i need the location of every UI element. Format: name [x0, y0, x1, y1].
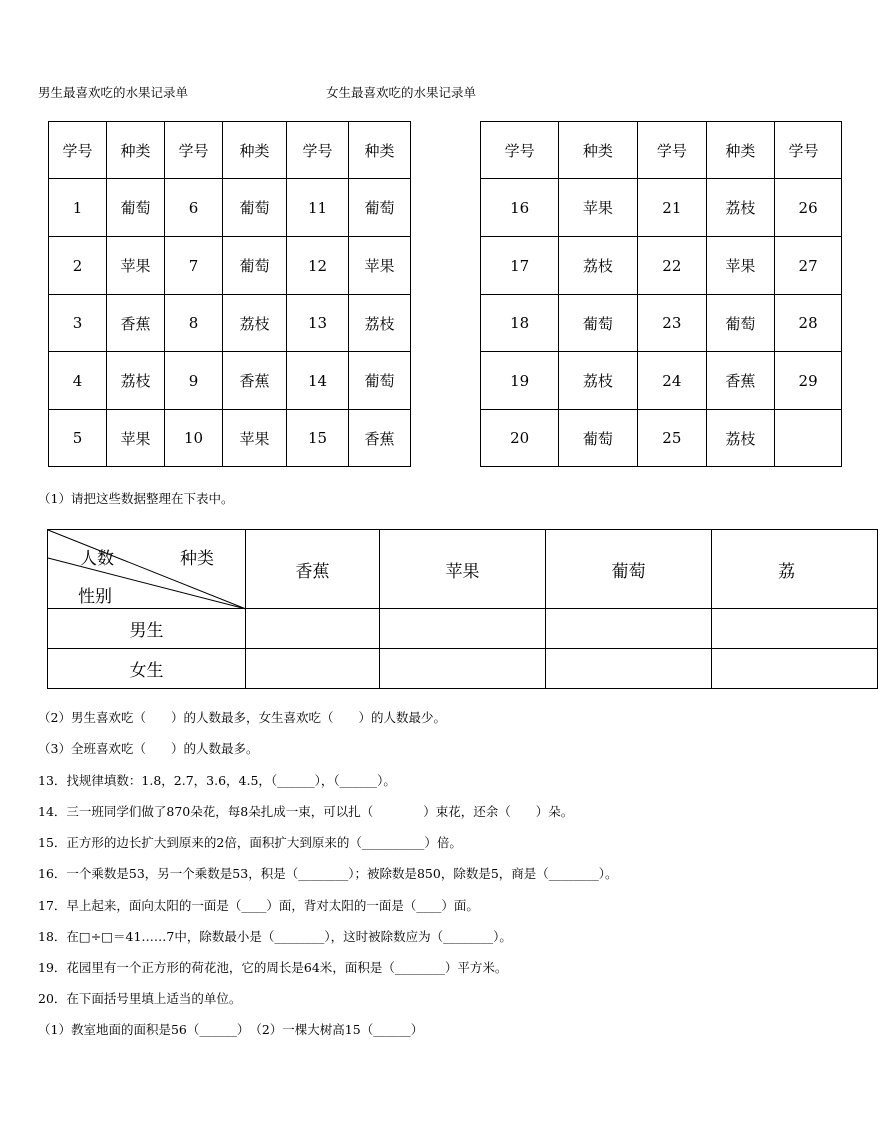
table-cell: [774, 410, 841, 467]
boys-table-caption: 男生最喜欢吃的水果记录单: [38, 85, 189, 100]
table-cell: 22: [637, 237, 707, 295]
question-3: （3）全班喜欢吃（ ）的人数最多。: [38, 741, 259, 756]
question-2: （2）男生喜欢吃（ ）的人数最多，女生喜欢吃（ ）的人数最少。: [38, 710, 446, 725]
table-cell: 10: [165, 410, 223, 467]
table-row: [49, 179, 411, 237]
table-cell: 苹果: [223, 410, 287, 467]
table-row: [481, 352, 842, 410]
row-header-boys: 男生: [48, 609, 246, 649]
table-cell: 香蕉: [107, 295, 165, 352]
table-cell: 4: [49, 352, 107, 410]
header-cell: 学号: [481, 122, 559, 179]
column-header-apple: 苹果: [380, 530, 546, 609]
question-13: 13．找规律填数：1.8，2.7，3.6，4.5，（______），（______）。: [38, 773, 396, 788]
table-cell: 24: [637, 352, 707, 410]
table-cell: 葡萄: [707, 295, 774, 352]
header-cell: 种类: [107, 122, 165, 179]
table-cell: 2: [49, 237, 107, 295]
corner-label-kind: 种类: [180, 549, 214, 569]
table-row: [49, 237, 411, 295]
header-cell: 种类: [223, 122, 287, 179]
question-18: 18．在□÷□＝41……7中，除数最小是（________），这时被除数应为（________）。: [38, 929, 512, 944]
table-cell: 7: [165, 237, 223, 295]
table-cell: 苹果: [107, 410, 165, 467]
header-cell: 学号: [49, 122, 107, 179]
table-cell: 16: [481, 179, 559, 237]
answer-cell[interactable]: [380, 649, 546, 689]
summary-table-viewport: [47, 529, 794, 690]
table-cell: 9: [165, 352, 223, 410]
table-cell: 荔枝: [707, 410, 774, 467]
question-19: 19．花园里有一个正方形的荷花池，它的周长是64米，面积是（________）平方米。: [38, 960, 508, 975]
table-cell: 23: [637, 295, 707, 352]
table-cell: 苹果: [349, 237, 411, 295]
table-cell: 荔枝: [349, 295, 411, 352]
table-cell: 葡萄: [349, 352, 411, 410]
table-cell: 15: [287, 410, 349, 467]
table-cell: 苹果: [559, 179, 637, 237]
table-row: [49, 352, 411, 410]
table-cell: 26: [774, 179, 841, 237]
header-cell: 学号: [637, 122, 707, 179]
table-cell: 葡萄: [349, 179, 411, 237]
question-15: 15．正方形的边长扩大到原来的2倍，面积扩大到原来的（__________）倍。: [38, 835, 462, 850]
question-17: 17．早上起来，面向太阳的一面是（____）面，背对太阳的一面是（____）面。: [38, 898, 479, 913]
table-cell: 13: [287, 295, 349, 352]
girls-table-header-row: [481, 122, 842, 179]
table-cell: 荔枝: [707, 179, 774, 237]
table-cell: 17: [481, 237, 559, 295]
table-cell: 1: [49, 179, 107, 237]
column-header-lychee: 荔: [712, 530, 878, 609]
table-row: [481, 410, 842, 467]
table-cell: 香蕉: [223, 352, 287, 410]
table-row: [481, 295, 842, 352]
corner-label-count: 人数: [80, 549, 114, 569]
table-cell: 12: [287, 237, 349, 295]
question-20: 20．在下面括号里填上适当的单位。: [38, 991, 242, 1006]
header-cell: 学号: [165, 122, 223, 179]
answer-cell[interactable]: [712, 649, 878, 689]
table-cell: 荔枝: [559, 352, 637, 410]
table-row: [481, 179, 842, 237]
column-header-grape: 葡萄: [546, 530, 712, 609]
table-cell: 苹果: [107, 237, 165, 295]
table-cell: 8: [165, 295, 223, 352]
table-cell: 21: [637, 179, 707, 237]
corner-label-gender: 性别: [78, 587, 112, 607]
answer-cell[interactable]: [246, 609, 380, 649]
table-cell: 葡萄: [107, 179, 165, 237]
table-cell: 5: [49, 410, 107, 467]
header-cell: 学号: [774, 122, 841, 179]
header-cell: 种类: [349, 122, 411, 179]
diagonal-header-cell: [48, 530, 246, 609]
header-cell: 学号: [287, 122, 349, 179]
table-cell: 27: [774, 237, 841, 295]
table-cell: 荔枝: [107, 352, 165, 410]
table-cell: 葡萄: [223, 237, 287, 295]
table-cell: 葡萄: [223, 179, 287, 237]
table-cell: 19: [481, 352, 559, 410]
girls-table-viewport: [480, 121, 819, 471]
summary-row-girls: [48, 649, 878, 689]
row-header-girls: 女生: [48, 649, 246, 689]
table-cell: 11: [287, 179, 349, 237]
answer-cell[interactable]: [546, 609, 712, 649]
table-row: [49, 295, 411, 352]
table-cell: 苹果: [707, 237, 774, 295]
boys-record-table: [48, 121, 411, 467]
summary-header-row: [48, 530, 878, 609]
header-cell: 种类: [559, 122, 637, 179]
answer-cell[interactable]: [712, 609, 878, 649]
girls-table-caption: 女生最喜欢吃的水果记录单: [326, 85, 477, 100]
table-cell: 香蕉: [707, 352, 774, 410]
header-cell: 种类: [707, 122, 774, 179]
column-header-banana: 香蕉: [246, 530, 380, 609]
answer-cell[interactable]: [546, 649, 712, 689]
girls-record-table: [480, 121, 842, 467]
answer-cell[interactable]: [246, 649, 380, 689]
table-row: [49, 410, 411, 467]
table-cell: 6: [165, 179, 223, 237]
question-16: 16．一个乘数是53，另一个乘数是53，积是（________）；被除数是850，除数是5，商是（________）。: [38, 866, 618, 881]
table-cell: 29: [774, 352, 841, 410]
summary-row-boys: [48, 609, 878, 649]
table-cell: 25: [637, 410, 707, 467]
table-cell: 20: [481, 410, 559, 467]
table-cell: 18: [481, 295, 559, 352]
boys-table-header-row: [49, 122, 411, 179]
question-14: 14．三一班同学们做了870朵花，每8朵扎成一束，可以扎（ ）束花，还余（ ）朵。: [38, 804, 574, 819]
table-cell: 香蕉: [349, 410, 411, 467]
table-cell: 3: [49, 295, 107, 352]
table-cell: 荔枝: [223, 295, 287, 352]
question-20-parts: （1）教室地面的面积是56（______） （2）一棵大树高15（______）: [38, 1022, 424, 1037]
table-cell: 葡萄: [559, 295, 637, 352]
table-row: [481, 237, 842, 295]
table-cell: 28: [774, 295, 841, 352]
summary-table: [47, 529, 878, 689]
answer-cell[interactable]: [380, 609, 546, 649]
table-cell: 荔枝: [559, 237, 637, 295]
question-1: （1）请把这些数据整理在下表中。: [38, 491, 234, 506]
table-cell: 14: [287, 352, 349, 410]
table-cell: 葡萄: [559, 410, 637, 467]
